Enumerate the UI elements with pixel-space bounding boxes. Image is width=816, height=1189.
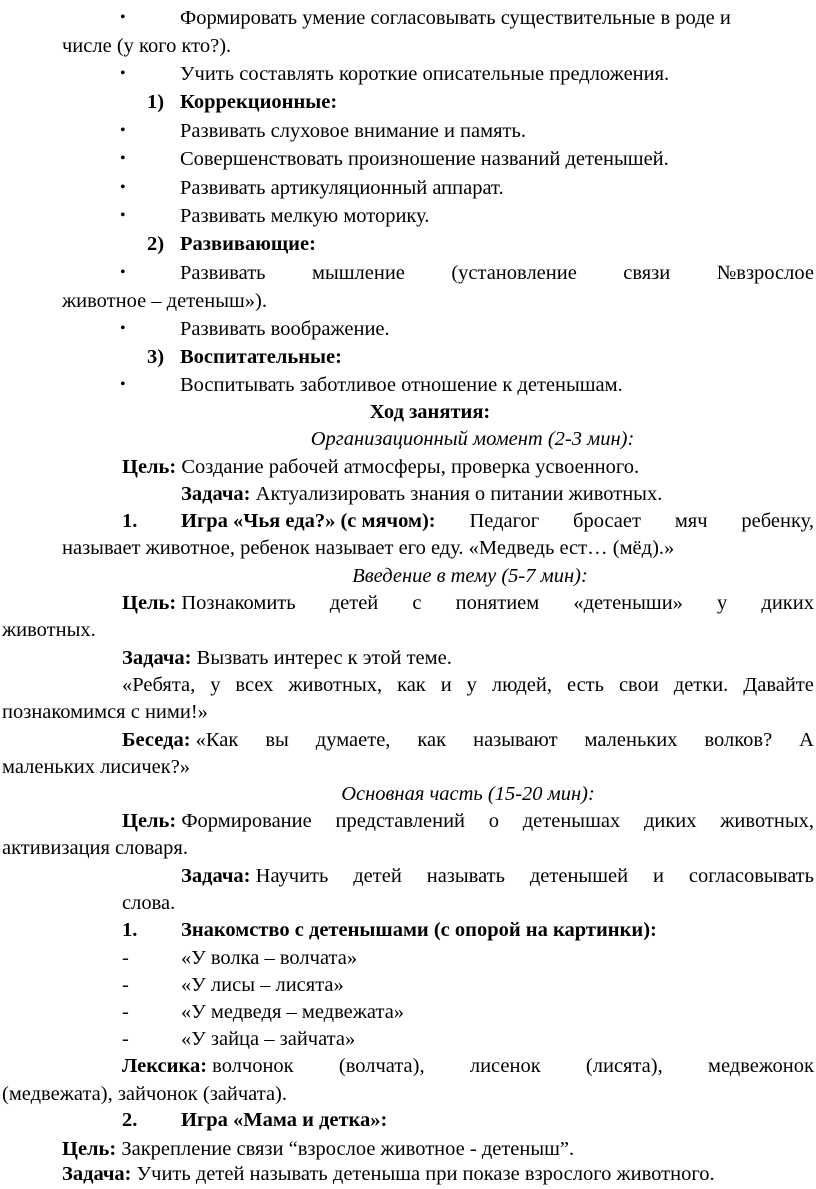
section-1-heading: Коррекционные:: [180, 91, 338, 113]
lexicon-line-a: Лексика: волчонок (волчата), лисенок (лисята), медвежонок: [122, 1055, 814, 1077]
section-2-heading: Развивающие:: [180, 233, 316, 255]
bullet-text-9: Воспитывать заботливое отношение к детенышам.: [180, 374, 623, 396]
bullet-text-8: Развивать воображение.: [180, 318, 390, 340]
quote-line-b: познакомимся с ними!»: [2, 701, 208, 723]
bullet-text-4: Совершенствовать произношение названий детенышей.: [180, 148, 669, 170]
dash-2: -: [122, 974, 129, 996]
task-3-line-a: Задача: Научить детей называть детенышей и согласовывать: [181, 865, 814, 887]
course-heading: Ход занятия:: [369, 401, 491, 423]
bullet-1: •: [120, 9, 126, 26]
bullet-text-1a: Формировать умение согласовывать существительные в роде и: [180, 7, 731, 29]
talk-line-a: Беседа: «Как вы думаете, как называют маленьких волков? А: [122, 729, 814, 751]
step-1-number: 1.: [122, 919, 138, 941]
bullet-4: •: [120, 150, 126, 167]
bullet-7: •: [120, 264, 126, 281]
main-part-heading: Основная часть (15-20 мин):: [341, 783, 595, 805]
dash-4: -: [122, 1028, 129, 1050]
game-1-number: 1.: [122, 510, 138, 532]
bullet-text-7a: Развивать мышление (установление связи №взрослое: [180, 262, 814, 284]
game-1-line-a: Игра «Чья еда?» (с мячом): Педагог бросает мяч ребенку,: [181, 510, 814, 532]
step-2-number: 2.: [122, 1109, 138, 1131]
goal-3-line-a: Цель: Формирование представлений о детенышах диких животных,: [122, 810, 814, 832]
bullet-text-1b: числе (у кого кто?).: [62, 35, 232, 57]
step-2-title: Игра «Мама и детка»:: [181, 1109, 388, 1131]
bullet-text-5: Развивать артикуляционный аппарат.: [180, 177, 504, 199]
goal-4: Цель: Закрепление связи “взрослое животное - детеныш”.: [62, 1138, 575, 1160]
game-1-line-b: называет животное, ребенок называет его еду. «Медведь ест… (мёд).»: [62, 537, 675, 559]
pair-bear: «У медведя – медвежата»: [181, 1001, 405, 1023]
section-2-number: 2): [147, 233, 165, 255]
bullet-3: •: [120, 122, 126, 139]
bullet-6: •: [120, 207, 126, 224]
goal-3-line-b: активизация словаря.: [2, 837, 188, 859]
goal-1: Цель: Создание рабочей атмосферы, проверка усвоенного.: [122, 456, 640, 478]
task-1: Задача: Актуализировать знания о питании животных.: [181, 483, 663, 505]
bullet-2: •: [120, 65, 126, 82]
section-3-heading: Воспитательные:: [180, 346, 342, 368]
quote-line-a: «Ребята, у всех животных, как и у людей, есть свои детки. Давайте: [122, 674, 814, 696]
talk-line-b: маленьких лисичек?»: [2, 756, 191, 778]
bullet-8: •: [120, 320, 126, 337]
bullet-text-2: Учить составлять короткие описательные предложения.: [180, 63, 670, 85]
section-3-number: 3): [147, 346, 165, 368]
pair-hare: «У зайца – зайчата»: [181, 1028, 356, 1050]
bullet-9: •: [120, 376, 126, 393]
lexicon-line-b: (медвежата), зайчонок (зайчата).: [2, 1083, 287, 1105]
bullet-text-7b: животное – детеныш»).: [62, 290, 267, 312]
task-4: Задача: Учить детей называть детеныша при показе взрослого животного.: [62, 1163, 715, 1185]
bullet-5: •: [120, 179, 126, 196]
task-3-line-b: слова.: [122, 892, 176, 914]
goal-2-line-b: животных.: [2, 619, 96, 641]
section-1-number: 1): [147, 91, 165, 113]
dash-3: -: [122, 1001, 129, 1023]
bullet-text-6: Развивать мелкую моторику.: [180, 205, 430, 227]
org-moment-heading: Организационный момент (2-3 мин):: [310, 428, 635, 450]
intro-heading: Введение в тему (5-7 мин):: [352, 565, 588, 587]
goal-2-line-a: Цель: Познакомить детей с понятием «детеныши» у диких: [122, 592, 814, 614]
step-1-title: Знакомство с детенышами (с опорой на картинки):: [181, 919, 657, 941]
dash-1: -: [122, 947, 129, 969]
bullet-text-3: Развивать слуховое внимание и память.: [180, 120, 526, 142]
pair-wolf: «У волка – волчата»: [181, 947, 358, 969]
pair-fox: «У лисы – лисята»: [181, 974, 344, 996]
task-2: Задача: Вызвать интерес к этой теме.: [122, 647, 452, 669]
